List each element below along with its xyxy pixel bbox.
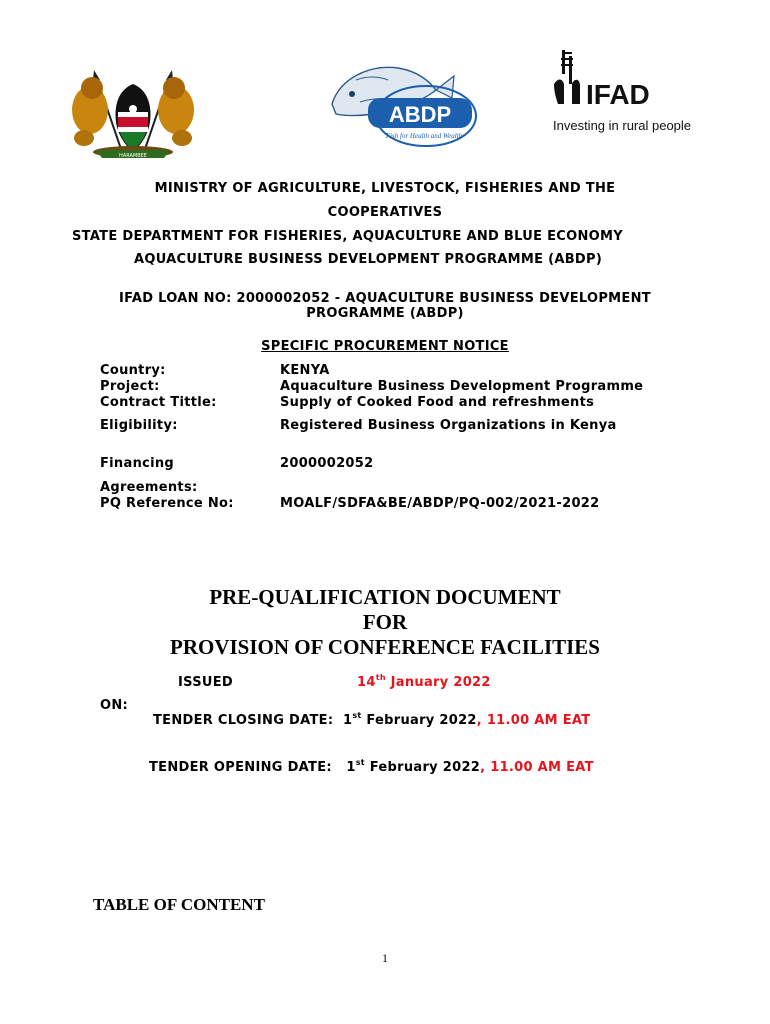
- tender-opening-row: [149, 760, 594, 775]
- coat-of-arms-motto: HARAMBEE: [119, 153, 147, 159]
- country-label: Country:: [100, 363, 166, 378]
- state-department-heading: STATE DEPARTMENT FOR FISHERIES, AQUACULTURE AND BLUE ECONOMY: [72, 229, 623, 244]
- issued-day-suffix: th: [375, 673, 386, 682]
- tender-opening-day-suffix: st: [355, 758, 365, 767]
- page-number: 1: [382, 951, 388, 965]
- eligibility-value: Registered Business Organizations in Kenya: [280, 418, 617, 433]
- issued-month-year: January 2022: [385, 675, 491, 690]
- document-title-line1: PRE-QUALIFICATION DOCUMENT: [209, 585, 561, 609]
- abdp-name: ABDP: [388, 102, 452, 127]
- tender-closing-row: [153, 713, 590, 728]
- document-title-line2: FOR: [362, 610, 408, 634]
- tender-closing-day-suffix: st: [352, 711, 362, 720]
- ministry-heading-line1: MINISTRY OF AGRICULTURE, LIVESTOCK, FISHERIES AND THE: [154, 181, 616, 196]
- issued-day: 14: [357, 675, 376, 690]
- pq-reference-label: PQ Reference No:: [100, 496, 234, 511]
- document-title-line3: PROVISION OF CONFERENCE FACILITIES: [170, 635, 600, 659]
- loan-line2: PROGRAMME (ABDP): [306, 306, 464, 321]
- tender-opening-time: , 11.00 AM EAT: [480, 760, 594, 775]
- project-value: Aquaculture Business Development Programme: [280, 379, 644, 394]
- financing-value: 2000002052: [280, 456, 374, 471]
- table-of-content-heading: TABLE OF CONTENT: [93, 895, 265, 914]
- on-label: ON:: [100, 698, 129, 713]
- agreements-label: Agreements:: [100, 480, 198, 495]
- kenya-coat-of-arms-logo: [66, 66, 200, 162]
- eligibility-label: Eligibility:: [100, 418, 178, 433]
- tender-closing-label: TENDER CLOSING DATE:: [153, 713, 334, 728]
- notice-title: SPECIFIC PROCUREMENT NOTICE: [261, 339, 509, 354]
- financing-label: Financing: [100, 456, 175, 471]
- pq-reference-value: MOALF/SDFA&BE/ABDP/PQ-002/2021-2022: [280, 496, 600, 511]
- contract-title-label: Contract Tittle:: [100, 395, 217, 410]
- issued-date: [357, 675, 491, 690]
- tender-opening-day: 1: [346, 760, 356, 775]
- ifad-logo: [550, 48, 710, 138]
- programme-heading: AQUACULTURE BUSINESS DEVELOPMENT PROGRAMME (ABDP): [134, 252, 603, 267]
- contract-title-value: Supply of Cooked Food and refreshments: [280, 395, 595, 410]
- ifad-name: IFAD: [586, 79, 650, 110]
- loan-line1: IFAD LOAN NO: 2000002052 - AQUACULTURE BUSINESS DEVELOPMENT: [119, 291, 651, 306]
- abdp-tagline: Fish for Health and Wealth: [385, 132, 463, 140]
- tender-closing-day: 1: [342, 713, 353, 728]
- country-value: KENYA: [280, 363, 330, 378]
- tender-opening-month-year: February 2022: [364, 760, 481, 775]
- tender-closing-time: , 11.00 AM EAT: [476, 713, 591, 728]
- ifad-tagline: Investing in rural people: [553, 118, 692, 133]
- project-label: Project:: [100, 379, 160, 394]
- tender-opening-label: TENDER OPENING DATE:: [149, 760, 332, 775]
- issued-label: ISSUED: [178, 675, 234, 690]
- ministry-heading-line2: COOPERATIVES: [327, 205, 443, 220]
- abdp-logo: [326, 58, 480, 154]
- tender-closing-month-year: February 2022: [361, 713, 477, 728]
